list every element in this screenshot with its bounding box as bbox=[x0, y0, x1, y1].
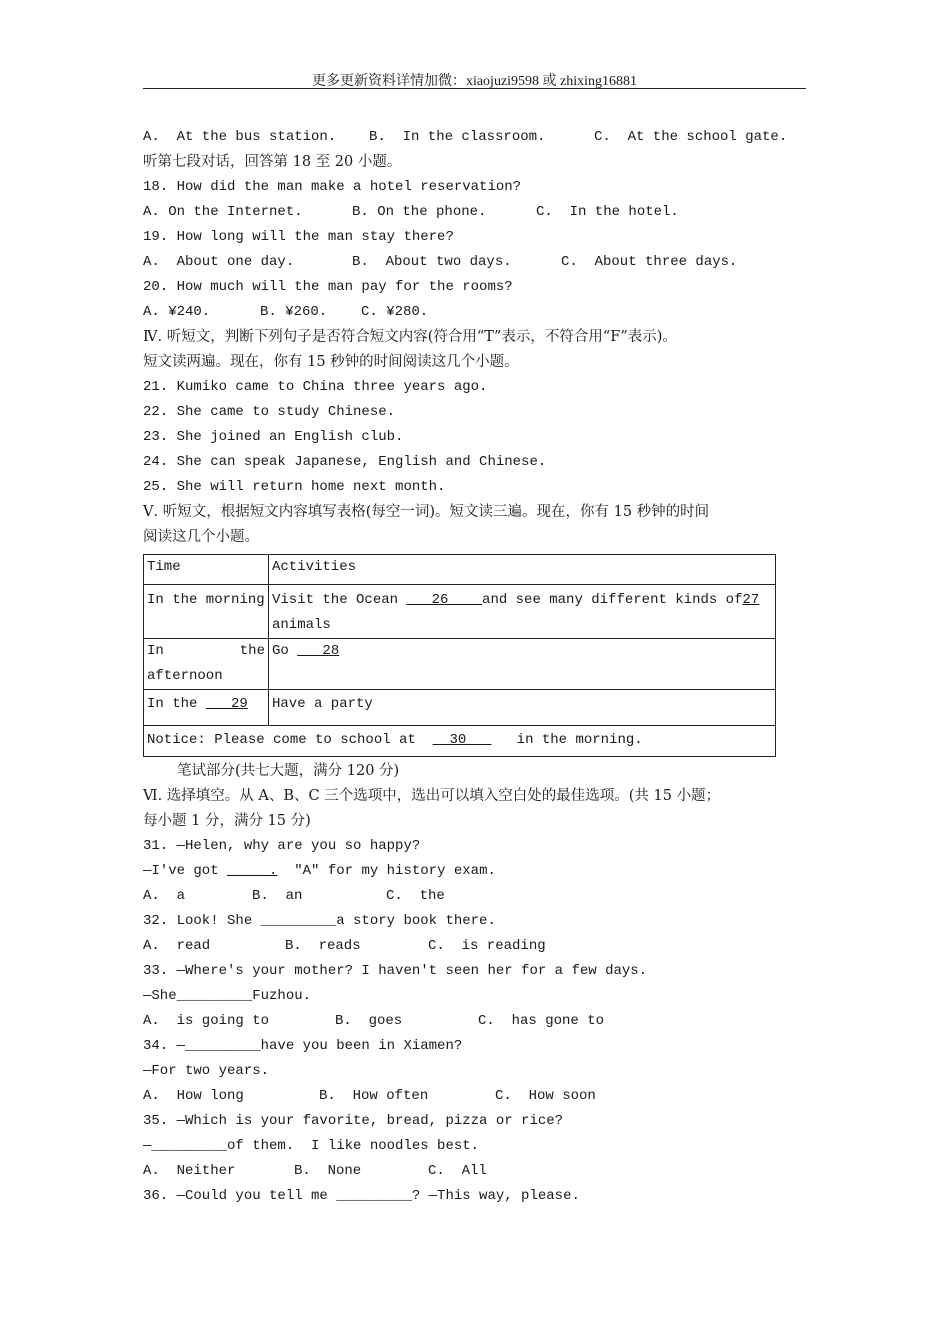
cell-afternoon-activity bbox=[269, 639, 776, 690]
blank-30: 30 bbox=[432, 732, 492, 748]
q33-options bbox=[143, 1009, 806, 1034]
question-23: 23. She joined an English club. bbox=[143, 429, 404, 445]
cell-evening-activity: Have a party bbox=[269, 690, 776, 726]
q18-option-a: A. On the Internet. bbox=[143, 204, 303, 220]
q20-option-c: C. ¥280. bbox=[361, 304, 429, 320]
q34-option-b: B. How often bbox=[319, 1088, 429, 1104]
morning-activity-mid: and see many different kinds of bbox=[482, 592, 743, 608]
question-32: 32. Look! She _________a story book there. bbox=[143, 913, 496, 929]
q33-option-c: C. has gone to bbox=[478, 1013, 605, 1029]
cell-morning-activity bbox=[269, 585, 776, 639]
table-row-notice bbox=[144, 726, 776, 757]
q34-option-c: C. How soon bbox=[495, 1088, 596, 1104]
question-20: 20. How much will the man pay for the rooms? bbox=[143, 279, 513, 295]
cell-notice bbox=[144, 726, 776, 757]
q31-option-b: B. an bbox=[252, 888, 303, 904]
q19-option-b: B. About two days. bbox=[352, 254, 512, 270]
q17-option-a: A. At the bus station. bbox=[143, 129, 337, 145]
q31-options bbox=[143, 884, 806, 909]
q17-option-c: C. At the school gate. bbox=[594, 129, 788, 145]
q20-option-b: B. ¥260. bbox=[260, 304, 328, 320]
q34-options bbox=[143, 1084, 806, 1109]
q18-option-c: C. In the hotel. bbox=[536, 204, 679, 220]
cell-afternoon-time bbox=[144, 639, 269, 690]
q35-answer: —_________of them. I like noodles best. bbox=[143, 1138, 480, 1154]
part-4-instruction-line-1: Ⅳ. 听短文，判断下列句子是否符合短文内容(符合用“T”表示，不符合用“F”表示)。 bbox=[143, 329, 677, 345]
q19-option-a: A. About one day. bbox=[143, 254, 295, 270]
question-22: 22. She came to study Chinese. bbox=[143, 404, 396, 420]
notice-pre: Notice: Please come to school at bbox=[147, 732, 433, 748]
page-header: 更多更新资料详情加微：xiaojuzi9598 或 zhixing16881 bbox=[311, 74, 638, 89]
notice-post: in the morning. bbox=[491, 732, 643, 748]
part-5-instruction-line-1: Ⅴ. 听短文，根据短文内容填写表格(每空一词)。短文读三遍。现在，你有 15 秒钟的时间 bbox=[143, 504, 710, 520]
q35-option-a: A. Neither bbox=[143, 1163, 236, 1179]
part-6-instruction-line-1: Ⅵ. 选择填空。从 A、B、C 三个选项中，选出可以填入空白处的最佳选项。(共 15 小题； bbox=[143, 788, 721, 804]
q31-blank: _____. bbox=[227, 863, 278, 879]
table-header-row bbox=[144, 555, 776, 585]
q32-options bbox=[143, 934, 806, 959]
activities-table bbox=[143, 554, 776, 757]
table-row-morning bbox=[144, 585, 776, 639]
q31-option-c: C. the bbox=[386, 888, 445, 904]
question-34: 34. —_________have you been in Xiamen? bbox=[143, 1038, 463, 1054]
q35-options bbox=[143, 1159, 806, 1184]
table-row-afternoon bbox=[144, 639, 776, 690]
q32-option-a: A. read bbox=[143, 938, 211, 954]
q34-answer: —For two years. bbox=[143, 1063, 270, 1079]
morning-activity-pre: Visit the Ocean bbox=[272, 592, 407, 608]
question-33: 33. —Where's your mother? I haven't seen her for a few days. bbox=[143, 963, 648, 979]
q31-option-a: A. a bbox=[143, 888, 186, 904]
afternoon-time-c: afternoon bbox=[147, 668, 223, 684]
part-4-instruction-line-2: 短文读两遍。现在，你有 15 秒钟的时间阅读这几个小题。 bbox=[143, 354, 519, 370]
question-24: 24. She can speak Japanese, English and Chinese. bbox=[143, 454, 547, 470]
morning-activity-post: animals bbox=[272, 617, 331, 633]
q32-option-b: B. reads bbox=[285, 938, 361, 954]
section-7-intro: 听第七段对话，回答第 18 至 20 小题。 bbox=[143, 154, 402, 170]
q33-option-a: A. is going to bbox=[143, 1013, 270, 1029]
q18-options bbox=[143, 200, 806, 225]
q17-option-b: B. In the classroom. bbox=[369, 129, 546, 145]
blank-27: 27 bbox=[742, 592, 760, 608]
q18-option-b: B. On the phone. bbox=[352, 204, 487, 220]
q33-option-b: B. goes bbox=[335, 1013, 403, 1029]
q32-option-c: C. is reading bbox=[428, 938, 546, 954]
q35-option-b: B. None bbox=[294, 1163, 362, 1179]
written-part-title: 笔试部分(共七大题，满分 120 分) bbox=[177, 763, 400, 779]
table-row-evening bbox=[144, 690, 776, 726]
q31-answer-pre: —I've got bbox=[143, 863, 228, 879]
question-18: 18. How did the man make a hotel reservation? bbox=[143, 179, 522, 195]
header-rule bbox=[143, 88, 806, 89]
question-25: 25. She will return home next month. bbox=[143, 479, 446, 495]
cell-evening-time bbox=[144, 690, 269, 726]
question-35: 35. —Which is your favorite, bread, pizza or rice? bbox=[143, 1113, 564, 1129]
blank-29: 29 bbox=[205, 696, 248, 712]
q31-answer bbox=[143, 859, 806, 884]
part-6-instruction-line-2: 每小题 1 分，满分 15 分) bbox=[143, 813, 311, 829]
q17-options bbox=[143, 125, 806, 150]
q19-options bbox=[143, 250, 806, 275]
q19-option-c: C. About three days. bbox=[561, 254, 738, 270]
question-36: 36. —Could you tell me _________? —This way, please. bbox=[143, 1188, 580, 1204]
q20-option-a: A. ¥240. bbox=[143, 304, 211, 320]
q31-answer-post: "A" for my history exam. bbox=[277, 863, 496, 879]
evening-time-pre: In the bbox=[147, 696, 206, 712]
q20-options bbox=[143, 300, 806, 325]
part-5-instruction-line-2: 阅读这几个小题。 bbox=[143, 529, 259, 545]
header-time: Time bbox=[144, 555, 269, 585]
afternoon-time-b: the bbox=[239, 643, 265, 659]
q34-option-a: A. How long bbox=[143, 1088, 244, 1104]
header-activities: Activities bbox=[269, 555, 776, 585]
question-21: 21. Kumiko came to China three years ago. bbox=[143, 379, 488, 395]
q35-option-c: C. All bbox=[428, 1163, 487, 1179]
question-19: 19. How long will the man stay there? bbox=[143, 229, 454, 245]
cell-morning-time: In the morning bbox=[144, 585, 269, 639]
afternoon-activity-pre: Go bbox=[272, 643, 298, 659]
blank-26: 26 bbox=[406, 592, 483, 608]
blank-28: 28 bbox=[297, 643, 340, 659]
exam-page bbox=[143, 125, 806, 1209]
q33-answer: —She_________Fuzhou. bbox=[143, 988, 312, 1004]
question-31: 31. —Helen, why are you so happy? bbox=[143, 838, 421, 854]
afternoon-time-a: In bbox=[147, 643, 164, 659]
